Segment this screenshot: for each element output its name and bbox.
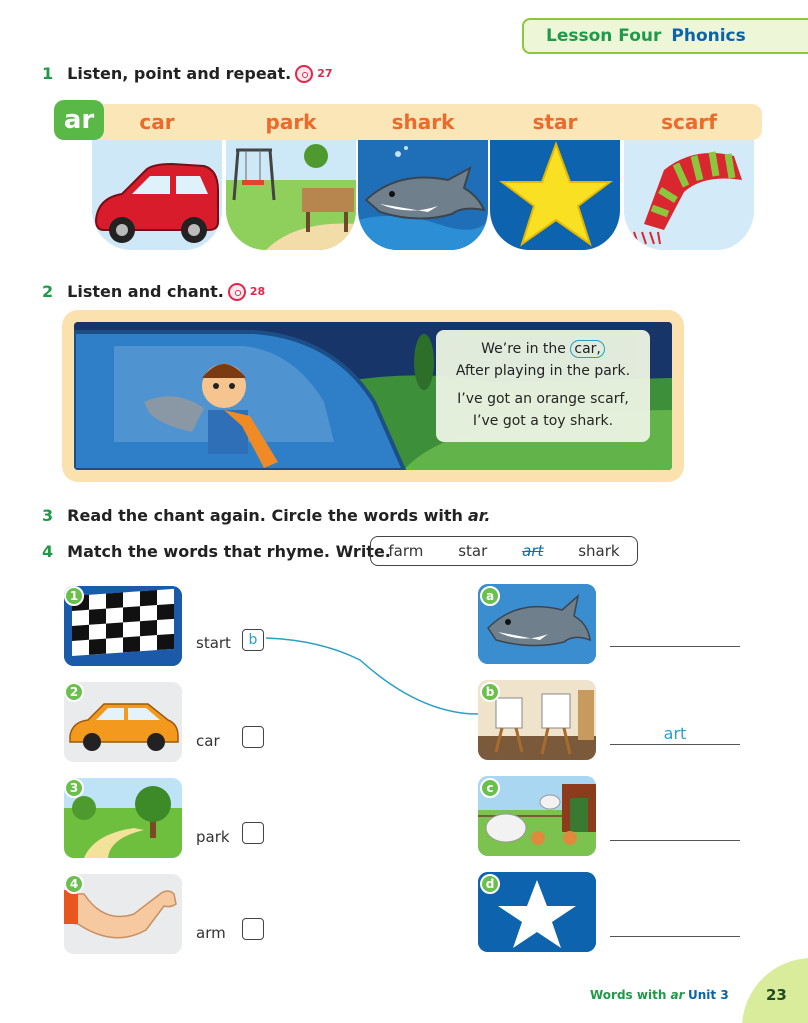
footer-topic-em: ar [670, 988, 685, 1002]
audio-track-number: 27 [317, 67, 333, 80]
item-letter-badge: b [480, 682, 500, 702]
item-letter-badge: a [480, 586, 500, 606]
chant-line: I’ve got a toy shark. [472, 413, 614, 429]
exercise-number: 3 [42, 506, 54, 525]
phonics-word: scarf [661, 110, 717, 134]
chant-line: After playing in the park. [455, 363, 631, 379]
sound-badge: ar [54, 100, 104, 140]
match-word: start [196, 634, 231, 652]
exercise-instruction: Listen and chant. [67, 282, 224, 301]
write-line[interactable] [610, 840, 740, 841]
phonics-word: star [532, 110, 578, 134]
exercise-number: 1 [42, 64, 54, 83]
exercise-number: 2 [42, 282, 54, 301]
word-bank-item: star [458, 542, 488, 560]
match-word: park [196, 828, 230, 846]
phonics-word: car [139, 110, 175, 134]
answer-box[interactable]: b [242, 629, 264, 651]
word-bank-item: farm [388, 542, 424, 560]
exercise-instruction: Listen, point and repeat. [67, 64, 292, 83]
match-word: arm [196, 924, 226, 942]
exercise-instruction-em: ar. [467, 506, 491, 525]
item-number-badge: 4 [64, 874, 84, 894]
phonics-word: shark [391, 110, 455, 134]
exercise-number: 4 [42, 542, 54, 561]
item-number-badge: 3 [64, 778, 84, 798]
chant-line-prefix: We’re in the [481, 341, 566, 357]
lesson-title: Lesson Four [546, 26, 662, 46]
chant-line: I’ve got an orange scarf, [457, 391, 629, 407]
exercise-instruction: Read the chant again. Circle the words with [67, 506, 463, 525]
write-line[interactable] [610, 936, 740, 937]
write-line[interactable] [610, 646, 740, 647]
footer-topic [590, 988, 685, 1002]
item-number-badge: 1 [64, 586, 84, 606]
word-bank-item: shark [578, 542, 620, 560]
match-word: car [196, 732, 220, 750]
audio-track-number: 28 [249, 285, 266, 298]
exercise-instruction: Match the words that rhyme. Write. [67, 542, 391, 561]
written-answer: art [663, 724, 687, 743]
item-number-badge: 2 [64, 682, 84, 702]
circled-word: car, [570, 340, 604, 358]
item-letter-badge: d [480, 874, 500, 894]
lesson-topic: Phonics [671, 26, 746, 46]
footer-unit: Unit 3 [688, 988, 729, 1002]
footer-topic-prefix: Words with [590, 988, 667, 1002]
write-line[interactable] [610, 744, 740, 745]
phonics-word: park [265, 110, 317, 134]
word-bank-item-used: art [522, 542, 544, 560]
item-letter-badge: c [480, 778, 500, 798]
page-number: 23 [766, 986, 787, 1004]
